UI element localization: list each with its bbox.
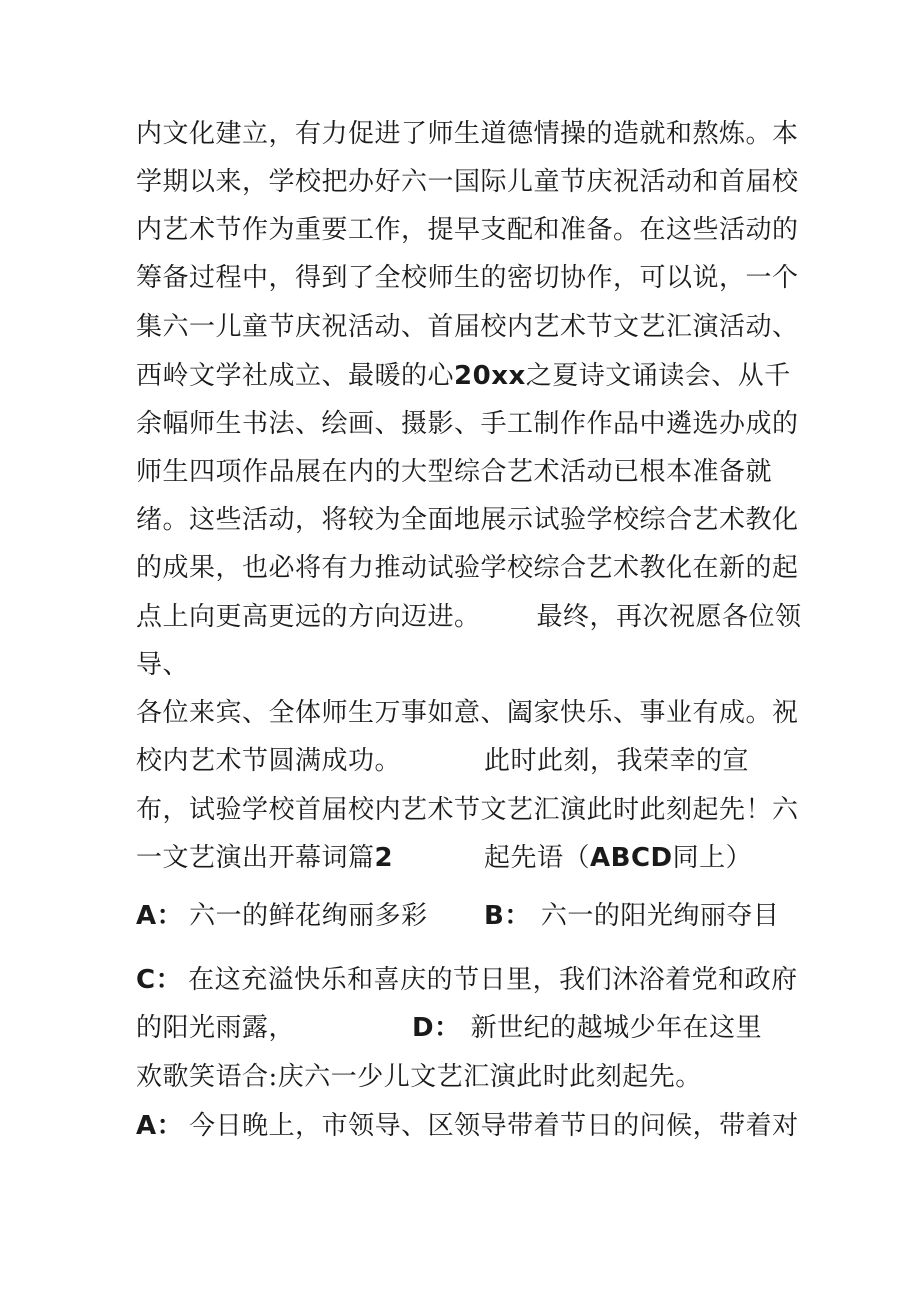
- paragraph-line-5: 集六一儿童节庆祝活动、首届校内艺术节文艺汇演活动、: [136, 312, 799, 342]
- chorus-line: 欢歌笑语合:庆六一少儿文艺汇演此时此刻起先。: [136, 1062, 702, 1092]
- paragraph-line-11: [136, 599, 802, 635]
- speaker-c-tag: C：: [136, 965, 183, 995]
- opening-remarks-label: 起先语（: [484, 843, 591, 873]
- dialogue-a2: [136, 1108, 799, 1144]
- speaker-a2-line: 今日晚上，市领导、区领导带着节日的问候，带着对: [189, 1111, 799, 1141]
- abcd-label: ABCD: [590, 843, 673, 873]
- paragraph-line-2: 学期以来，学校把办好六一国际儿童节庆祝活动和首届校: [136, 167, 799, 197]
- dialogue-a1: [136, 898, 428, 934]
- dialogue-c1: [136, 962, 798, 998]
- paragraph-line-8: 师生四项作品展在内的大型综合艺术活动已根本准备就: [136, 457, 773, 487]
- paragraph-line-1: 内文化建立，有力促进了师生道德情操的造就和熬炼。本: [136, 119, 799, 149]
- line-14-text-b: 此时此刻，我荣幸的宣: [484, 746, 750, 776]
- paragraph-line-12: 导、: [136, 650, 190, 680]
- speaker-d-tag: D：: [412, 1013, 461, 1043]
- paragraph-line-16: [136, 840, 393, 876]
- opening-remarks-suffix: 同上）: [672, 843, 753, 873]
- opening-remarks-heading: [484, 840, 752, 876]
- year-placeholder: 20xx: [454, 361, 526, 391]
- line-14-text-a: 校内艺术节圆满成功。: [136, 746, 402, 776]
- line-6-text-c: 之夏诗文诵读会、从千: [525, 361, 791, 391]
- paragraph-line-14: [136, 743, 401, 779]
- paragraph-line-3: 内艺术节作为重要工作，提早支配和准备。在这些活动的: [136, 215, 799, 245]
- line-16-text-a: 一文艺演出开幕词篇: [136, 843, 375, 873]
- line-11-text-b: 最终，再次祝愿各位领: [536, 602, 802, 632]
- paragraph-line-13: 各位来宾、全体师生万事如意、阖家快乐、事业有成。祝: [136, 698, 799, 728]
- paragraph-line-6: [136, 358, 791, 394]
- speaker-b-line: 六一的阳光绚丽夺目: [540, 901, 780, 931]
- dialogue-c1-continued: 的阳光雨露，: [136, 1013, 296, 1043]
- section-number: 2: [374, 843, 394, 873]
- paragraph-line-10: 的成果，也必将有力推动试验学校综合艺术教化在新的起: [136, 553, 799, 583]
- paragraph-line-7: 余幅师生书法、绘画、摄影、手工制作作品中遴选办成的: [136, 409, 799, 439]
- speaker-c-line: 在这充溢快乐和喜庆的节日里，我们沐浴着党和政府: [188, 965, 798, 995]
- speaker-a2-tag: A：: [136, 1111, 184, 1141]
- paragraph-line-4: 筹备过程中，得到了全校师生的密切协作，可以说，一个: [136, 263, 799, 293]
- speaker-b-tag: B：: [484, 901, 531, 931]
- paragraph-line-9: 绪。这些活动，将较为全面地展示试验学校综合艺术教化: [136, 505, 799, 535]
- line-11-text-a: 点上向更高更远的方向迈进。: [136, 602, 481, 632]
- line-6-text-a: 西岭文学社成立、最暖的心: [136, 361, 455, 391]
- speaker-a-line: 六一的鲜花绚丽多彩: [189, 901, 428, 931]
- dialogue-d1: [412, 1010, 762, 1046]
- dialogue-b1: [484, 898, 779, 934]
- speaker-d-line: 新世纪的越城少年在这里: [470, 1013, 763, 1043]
- speaker-a-tag: A：: [136, 901, 184, 931]
- paragraph-line-15: 布，试验学校首届校内艺术节文艺汇演此时此刻起先！六: [136, 795, 799, 825]
